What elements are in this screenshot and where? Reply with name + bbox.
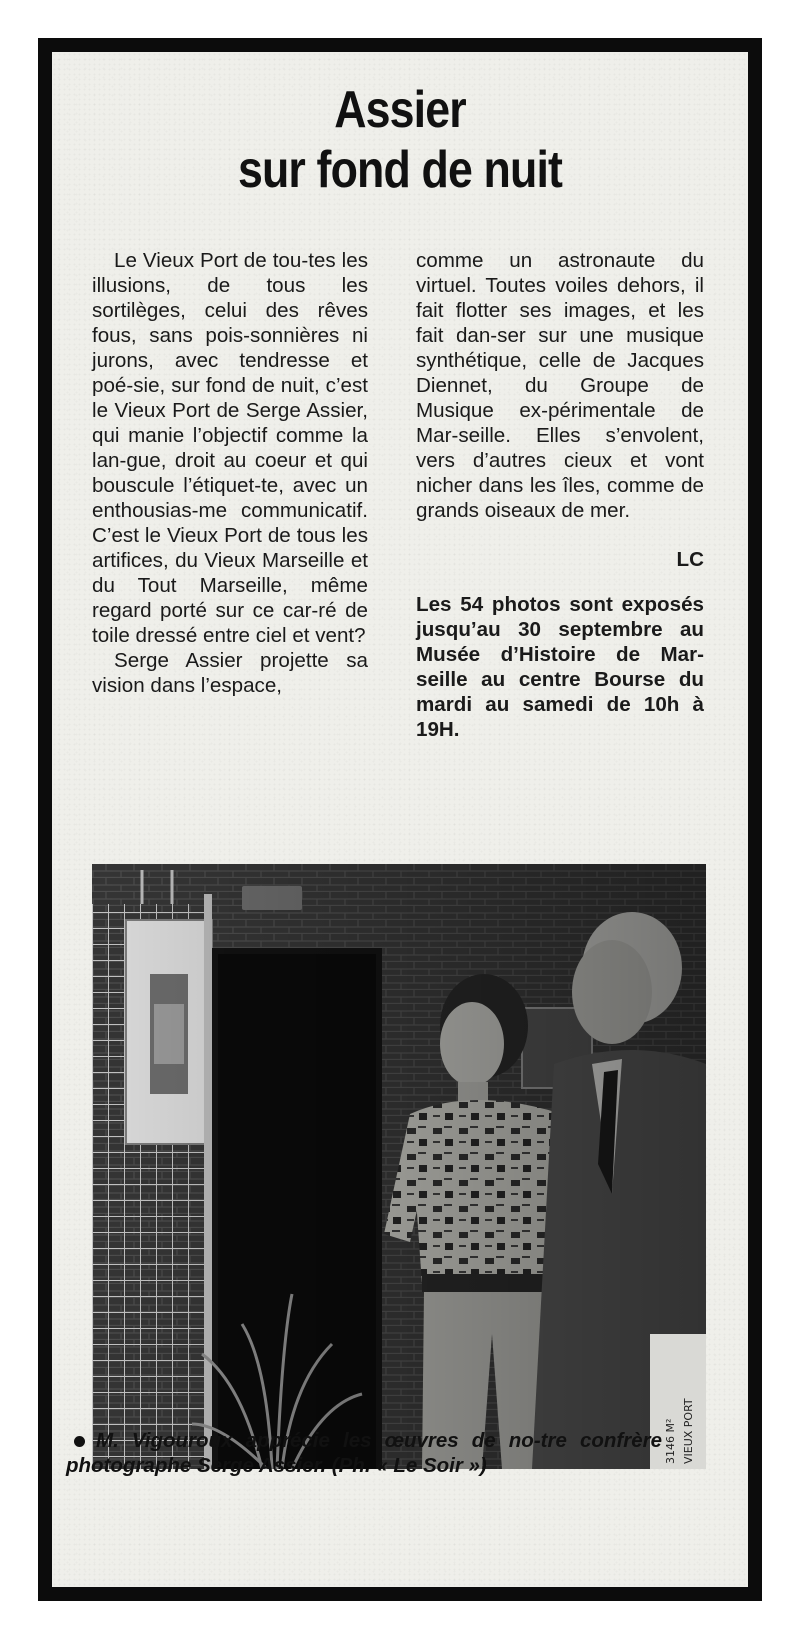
page-frame: [38, 38, 762, 1601]
article-column-right: [416, 248, 704, 742]
headline: [135, 80, 665, 200]
newspaper-clipping: [52, 52, 748, 1587]
byline: LC: [676, 548, 704, 571]
article-paragraph-2: Serge Assier projette sa vision dans l’espace,: [92, 649, 368, 697]
article-photo: [92, 864, 706, 1469]
article-paragraph-1: Le Vieux Port de tou-tes les illusions, de tous les sortilèges, celui des rêves fous, sans pois-sonnières ni jurons, avec tendresse et poé-sie, sur fond de nuit, c’est le Vieux Port de Serge Assier, qui manie l’objectif comme la lan-gue, droit au coeur et qui bouscule l’étiquet-te, avec un enthousias-me communicatif. C’est le Vieux Port de tous les artifices, du Vieux Marseille et du Tout Marseille, même regard porté sur ce car-ré de toile dressé entre ciel et vent?: [92, 249, 368, 647]
sign-text-2: VIEUX PORT: [682, 1398, 695, 1464]
article-column-left: [92, 248, 368, 698]
headline-line-1: Assier: [334, 81, 466, 139]
photo-caption-text: M. Vigouroux apprécie les œuvres de no-tre confrère photographe Serge Assier. (Ph. « Le Soir »): [66, 1429, 662, 1477]
exhibition-info: Les 54 photos sont exposés jusqu’au 30 septembre au Musée d’Histoire de Mar-seille au centre Bourse du mardi au samedi de 10h à 19H.: [416, 593, 704, 741]
headline-line-2: sur fond de nuit: [237, 141, 563, 199]
article-paragraph-3: comme un astronaute du virtuel. Toutes voiles dehors, il fait flotter ses images, et les fait dan-ser sur une musique synthétique, celle de Jacques Diennet, du Groupe de Musique ex-périmentale de Mar-seille. Elles s’envolent, vers d’autres cieux et vont nicher dans les îles, comme de grands oiseaux de mer.: [416, 249, 704, 522]
photo-caption: [66, 1428, 662, 1478]
sign-text-1: 3146 M²: [664, 1418, 677, 1464]
photo-illustration: [92, 864, 706, 1469]
